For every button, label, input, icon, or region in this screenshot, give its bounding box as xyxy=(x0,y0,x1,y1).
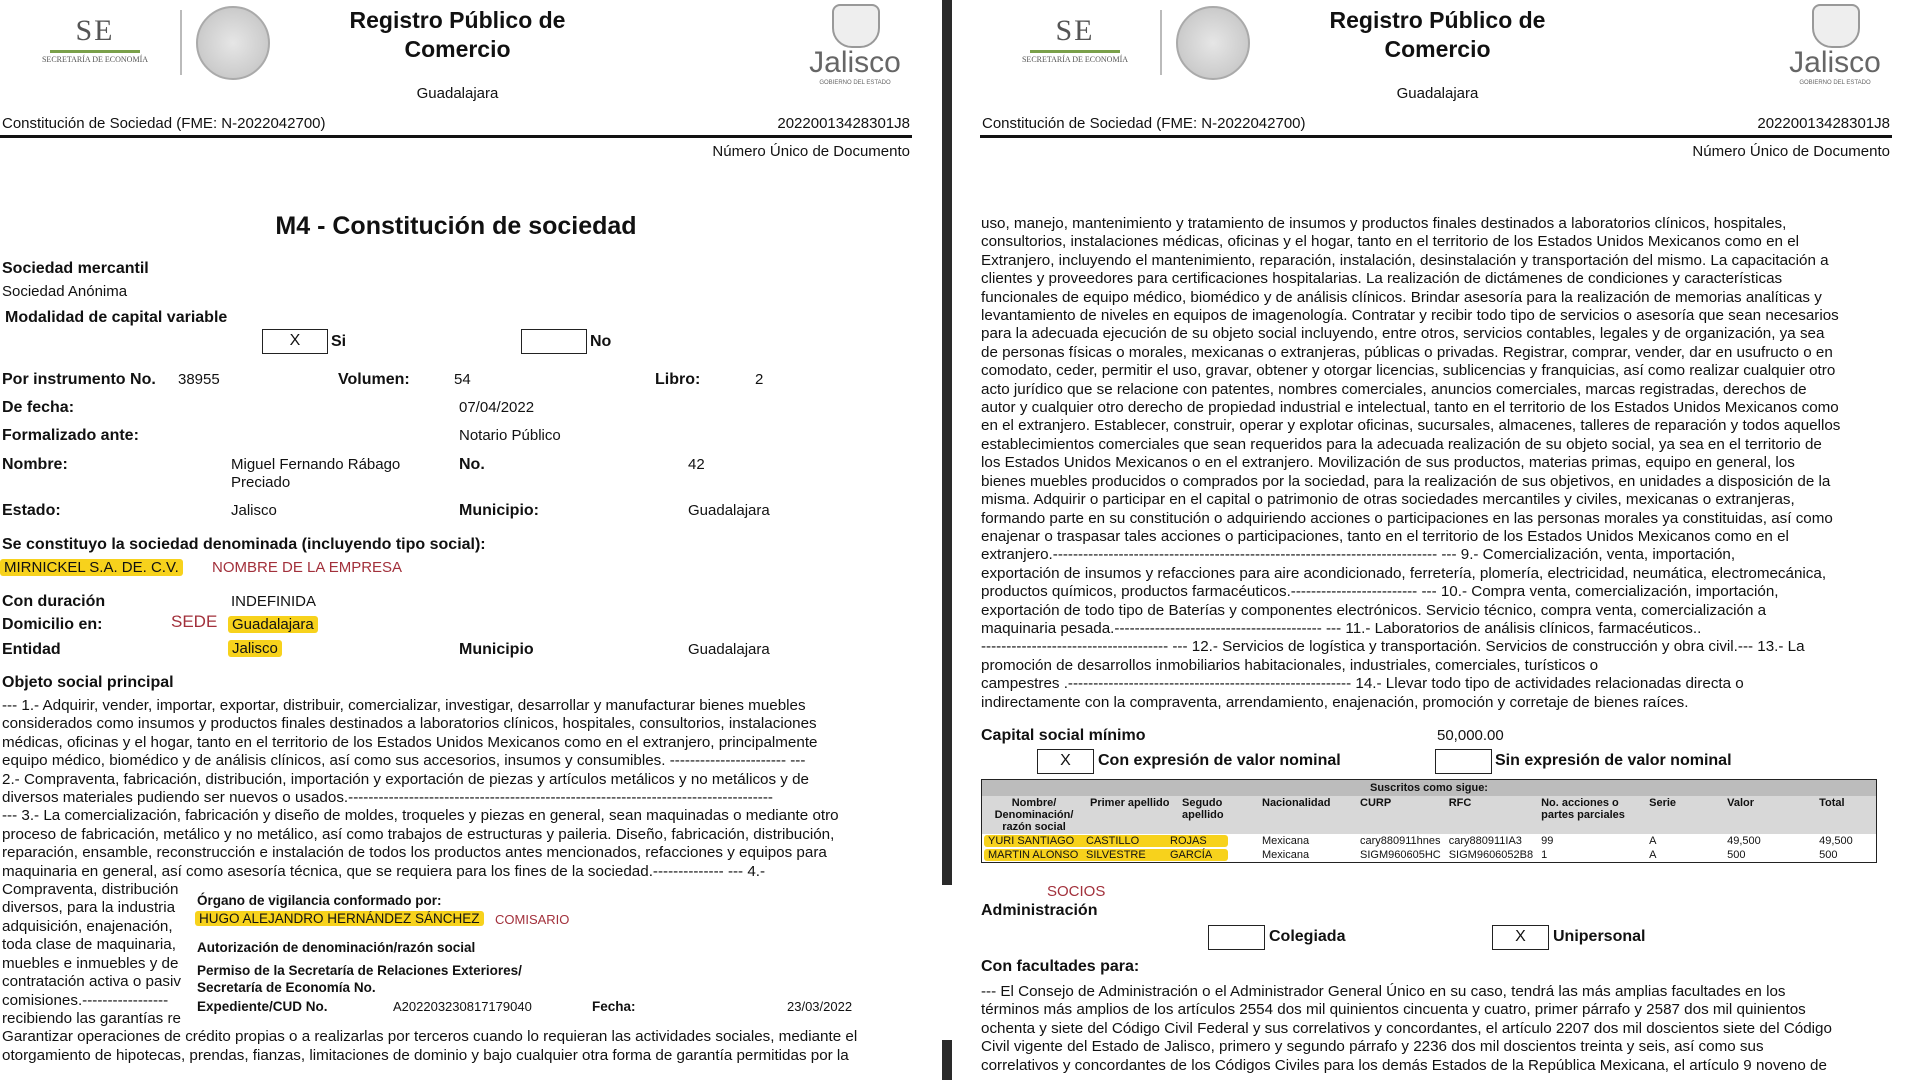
form-title: M4 - Constitución de sociedad xyxy=(275,212,637,240)
logo-separator xyxy=(180,10,182,75)
notario-no-value: 42 xyxy=(688,456,705,473)
socio-segundo-apellido: GARCÍA xyxy=(1170,849,1213,861)
doc-number-right: 20220013428301J8 xyxy=(1757,115,1890,132)
se-logo-right xyxy=(1020,14,1130,64)
comisario-note: COMISARIO xyxy=(495,912,570,927)
estado-label: Estado: xyxy=(2,502,61,519)
socio-total: 49,500 xyxy=(1819,835,1853,847)
capital-variable-si-checkbox[interactable]: X xyxy=(262,329,328,354)
sin-valor-nominal-label: Sin expresión de valor nominal xyxy=(1495,752,1732,769)
se-logo-stripe xyxy=(50,50,140,53)
duracion-label: Con duración xyxy=(2,593,106,610)
si-label: Si xyxy=(331,333,347,350)
socio-nombre: YURI SANTIAGO xyxy=(988,835,1075,847)
header-acciones: No. acciones o partes parciales xyxy=(1541,797,1625,821)
sociedad-tipo: Sociedad Anónima xyxy=(2,283,128,300)
logo-separator-right xyxy=(1160,10,1162,75)
registry-city-right: Guadalajara xyxy=(1396,85,1479,102)
autorizacion-label: Autorización de denominación/razón social xyxy=(197,940,476,955)
left-document-page xyxy=(0,0,940,1080)
municipio-label: Municipio: xyxy=(459,502,539,519)
header-valor: Valor xyxy=(1727,797,1755,809)
jalisco-logo-text: Jalisco xyxy=(809,46,901,79)
doc-number: 20220013428301J8 xyxy=(777,115,910,132)
entidad-highlight: Jalisco xyxy=(228,640,282,657)
doc-number-label-right: Número Único de Documento xyxy=(1692,143,1890,160)
sin-valor-nominal-checkbox[interactable] xyxy=(1435,749,1492,774)
jalisco-crest-icon xyxy=(832,4,880,48)
formalizado-value: Notario Público xyxy=(459,427,561,444)
socio-acciones: 99 xyxy=(1541,835,1554,847)
volumen-label: Volumen: xyxy=(338,371,410,388)
constitucion-line: Constitución de Sociedad (FME: N-2022042700) xyxy=(2,115,326,132)
domicilio-highlight: Guadalajara xyxy=(228,616,318,633)
empresa-note: NOMBRE DE LA EMPRESA xyxy=(212,559,403,576)
unipersonal-checkbox[interactable]: X xyxy=(1492,925,1549,950)
con-valor-nominal-label: Con expresión de valor nominal xyxy=(1098,752,1341,769)
se-logo xyxy=(40,14,150,64)
permiso-label-line1: Permiso de la Secretaría de Relaciones Exteriores/ xyxy=(197,963,522,978)
socios-note: SOCIOS xyxy=(1047,883,1106,900)
registry-title-right xyxy=(1280,6,1595,64)
expediente-label: Expediente/CUD No. xyxy=(197,999,328,1014)
socio-name-cell xyxy=(982,848,1258,862)
notario-name-line1: Miguel Fernando Rábago xyxy=(231,456,401,473)
socios-table xyxy=(982,796,1876,862)
se-logo-letters: SE xyxy=(75,14,115,47)
socio-primer-apellido: SILVESTRE xyxy=(1086,849,1146,861)
facultades-text: --- El Consejo de Administración o el Administrador General Único en su caso, tendrá las más amplias facultades en los términos más amplios de los artículos 2554 dos mil quinientos cincuenta y cuatro, primer párrafo y 2587 dos mil quinientos ochenta y siete del Código Civil Federal y sus correlativos y concordantes, el artículo 2207 dos mil doscientos siete del Código Civil vigente del Estado de Jalisco, primero y segundo párrafo y 2236 dos mil doscientos treinta y seis, así como sus correlativos y concordantes de los Códigos Civiles para los demás Estados de la República Mexicana, el artículo 9 noveno de xyxy=(981,983,1832,1074)
formalizado-label: Formalizado ante: xyxy=(2,427,139,444)
suscritos-table-box xyxy=(981,779,1877,863)
registry-title-line1: Registro Público de xyxy=(349,7,566,33)
notario-name xyxy=(231,456,400,492)
table-row xyxy=(982,834,1876,848)
objeto-text: --- 1.- Adquirir, vender, importar, exportar, distribuir, comercializar, investigar, desarrollar y manufacturar bienes muebles considerados como insumos y productos finales destinados a laboratorios clínicos, hospitales, consultorios, instalaciones médicas, oficinas y el hogar, tanto en el territorio de los Estados Unidos Mexicanos como en el extranjero, principalmente equipo médico, biomédico y de análisis clínicos, así como sus accesorios, insumos y consumibles. ----------------------- --- 2.- Compraventa, fabricación, distribución, importación y exportación de piezas y artículos metálicos y no metálicos y de diversos materiales pudiendo ser nuevos o usados.------------------------------------------------------------------------------------ --- 3.- La comercialización, fabricación y diseño de moldes, troqueles y piezas en general, sean maquinadas o mediante otro proceso de fabricación, metálico y no metálico, así como trabajos de estructuras y paileria. Diseño, fabricación, distribución, reparación, ensamble, reconstrucción e instalación de todos los productos antes mencionados, refacciones y equipos para maquinaria en general, así como asesoría técnica, que se requiera para los fines de la sociedad.-------------- --- 4.- Compraventa, distribución diversos, para la industria adquisición, enajenación, toda clase de maquinaria, muebles e inmuebles y de contratación activa o pasiv comisiones.----------------- recibiendo las garantías re Garantizar operaciones de crédito propias o a realizarlas por terceros cuando lo requieran las actividades sociales, mediante el otorgamiento de hipotecas, prendas, fianzas, limitaciones de dominio y bajo cualquier otra forma de garantía permitidas por la xyxy=(2,697,858,1064)
con-valor-nominal-checkbox[interactable]: X xyxy=(1037,749,1094,774)
empresa-highlight: MIRNICKEL S.A. DE. C.V. xyxy=(0,559,183,576)
constitucion-line-right: Constitución de Sociedad (FME: N-2022042700) xyxy=(982,115,1306,132)
socio-serie: A xyxy=(1649,835,1657,847)
mexico-seal-icon-right xyxy=(1176,6,1250,80)
socio-name-highlight xyxy=(984,849,1228,861)
colegiada-label: Colegiada xyxy=(1269,928,1346,945)
header-primer-apellido: Primer apellido xyxy=(1090,797,1170,809)
header-nacionalidad: Nacionalidad xyxy=(1262,797,1331,809)
instrumento-label: Por instrumento No. xyxy=(2,371,156,388)
capital-value: 50,000.00 xyxy=(1437,727,1504,744)
se-logo-stripe-right xyxy=(1030,50,1120,53)
entidad-label: Entidad xyxy=(2,641,61,658)
header-total: Total xyxy=(1819,797,1845,809)
fecha2-value: 23/03/2022 xyxy=(787,999,853,1014)
unipersonal-label: Unipersonal xyxy=(1553,928,1646,945)
libro-label: Libro: xyxy=(655,371,701,388)
jalisco-logo-right xyxy=(1780,46,1890,86)
socio-acciones: 1 xyxy=(1541,849,1548,861)
fecha2-label: Fecha: xyxy=(592,999,636,1014)
domicilio-label: Domicilio en: xyxy=(2,616,103,633)
header-rfc: RFC xyxy=(1448,797,1472,809)
socio-nacionalidad: Mexicana xyxy=(1262,849,1310,861)
permiso-label-line2: Secretaría de Economía No. xyxy=(197,980,376,995)
header-rule-right xyxy=(980,135,1892,138)
suscritos-title: Suscritos como sigue: xyxy=(982,780,1876,796)
no-label: No xyxy=(590,333,612,350)
comisario-name xyxy=(195,911,484,926)
socio-rfc: cary880911IA3 xyxy=(1448,835,1522,847)
duracion-value: INDEFINIDA xyxy=(231,593,317,610)
estado-value: Jalisco xyxy=(231,502,277,519)
capital-variable-no-checkbox[interactable] xyxy=(521,329,587,354)
notario-name-line2: Preciado xyxy=(231,474,291,491)
entidad-value xyxy=(228,640,282,657)
socio-serie: A xyxy=(1649,849,1657,861)
fecha-label: De fecha: xyxy=(2,399,75,416)
instrumento-value: 38955 xyxy=(178,371,220,388)
socio-total: 500 xyxy=(1819,849,1838,861)
volumen-value: 54 xyxy=(454,371,471,388)
empresa-name xyxy=(0,559,183,576)
administracion-label: Administración xyxy=(981,902,1098,919)
right-document-page xyxy=(980,0,1920,1080)
objeto-text-continued: uso, manejo, mantenimiento y tratamiento de insumos y productos finales destinados a laboratorios clínicos, hospitales, consultorios, instalaciones médicas, oficinas y el hogar, tanto en el territorio de los Estados Unidos Mexicanos como en el Extranjero, incluyendo el mantenimiento, reparación, instalación, desinstalación y transportación del mismo. La capacitación a clientes y proveedores para certificaciones hospitalarias. La realización de dictámenes de condiciones y características funcionales de equipo médico, biomédico y de análisis clínicos. Brindar asesoría para la realización de memorias analíticas y levantamiento de niveles en equipos de imagenología. Contratar y recibir todo tipo de servicios o asesoría que sean necesarios para la adecuada ejecución de su objeto social incluyendo, entre otros, servicios contables, legales y de organización, ya sea de personas físicas o morales, mexicanas o extranjeras, públicas o privadas. Registrar, comprar, vender, dar en usufructo o en comodato, ceder, permitir el uso, gravar, obtener y otorgar licencias, sublicencias y franquicias, así como realizar cualquier otro acto jurídico que se relacione con patentes, nombres comerciales, anuncios comerciales, marcas registradas, derechos de autor y cualquier otro derecho de propiedad industrial e intelectual, tanto en el territorio de los Estados Unidos Mexicanos como en el extranjero. Establecer, construir, operar y explotar oficinas, sucursales, almacenes, talleres de reparación y todos aquellos establecimientos comerciales que sean requeridos para la adecuada realización de su objeto social, ya sea en el territorio de los Estados Unidos Mexicanos o en el extranjero. Movilización de sus productos, materias primas, equipo en general, los bienes muebles producidos o comprados por la sociedad, para la realización de sus objetivos, en unidades a disposición de la misma. Adquirir o participar en el capital o patrimonio de otras sociedades mercantiles y civiles, mexicanas o extranjeras, formando parte en su constitución o adquiriendo acciones o participaciones en las personas morales ya constituidas, así como enajenar o traspasar tales acciones o participaciones, tanto en el territorio de los Estados Unidos Mexicanos como en el extranjero.---------------------------------------------------------------------------- --- 9.- Comercialización, venta, importación, exportación de insumos y refacciones para aire acondicionado, ferretería, plomería, electricidad, neumática, electromecánica, productos químicos, productos farmacéuticos.------------------------- --- 10.- Compra venta, comercialización, importación, exportación de todo tipo de Baterías y componentes electrónicos. Servicio técnico, compra venta, comercialización a maquinaria pesada.----------------------------------------- --- 11.- Laboratorios de análisis clínicos, farmacéuticos.. ------------------------------------- --- 12.- Servicios de logística y transportación. Servicios de construcción y obra civil.--- 13.- La promoción de desarrollos inmobiliarios habitacionales, industriales, comerciales, turísticos o campestres .-------------------------------------------------------- 14.- Llevar todo tipo de actividades relacionadas directa o indirectamente con la compraventa, arrendamiento, enajenación, promoción y corretaje de bienes raíces. xyxy=(981,215,1841,711)
se-logo-caption: SECRETARÍA DE ECONOMÍA xyxy=(41,55,149,64)
page-divider xyxy=(942,0,952,885)
socios-header-row xyxy=(982,796,1876,834)
socio-name-highlight xyxy=(984,835,1228,847)
page-divider-bottom xyxy=(942,1040,952,1080)
notario-no-label: No. xyxy=(459,456,485,473)
sociedad-mercantil-label: Sociedad mercantil xyxy=(2,260,149,277)
registry-title-line2: Comercio xyxy=(404,36,511,62)
registry-city: Guadalajara xyxy=(416,85,499,102)
header-segundo-apellido: Segudo apellido xyxy=(1182,797,1224,821)
socio-valor: 500 xyxy=(1727,849,1746,861)
jalisco-logo-caption: GOBIERNO DEL ESTADO xyxy=(819,80,891,86)
se-logo-letters-right: SE xyxy=(1055,14,1095,47)
header-nombre: Nombre/ Denominación/ razón social xyxy=(994,797,1074,833)
socio-name-cell xyxy=(982,834,1258,848)
municipio2-label: Municipio xyxy=(459,641,534,658)
registry-title-line2-right: Comercio xyxy=(1384,36,1491,62)
fecha-value: 07/04/2022 xyxy=(459,399,535,416)
facultades-label: Con facultades para: xyxy=(981,958,1140,975)
objeto-label: Objeto social principal xyxy=(2,674,174,691)
registry-title-line1-right: Registro Público de xyxy=(1329,7,1546,33)
socio-segundo-apellido: ROJAS xyxy=(1170,835,1207,847)
domicilio-value xyxy=(228,616,318,633)
header-rule xyxy=(0,135,912,138)
libro-value: 2 xyxy=(755,371,764,388)
se-logo-caption-right: SECRETARÍA DE ECONOMÍA xyxy=(1021,55,1129,64)
jalisco-crest-icon-right xyxy=(1812,4,1860,48)
permiso-label xyxy=(197,962,522,996)
socio-nombre: MARTIN ALONSO xyxy=(988,849,1079,861)
registry-title xyxy=(300,6,615,64)
colegiada-checkbox[interactable] xyxy=(1208,925,1265,950)
socio-curp: cary880911hnes xyxy=(1360,835,1441,847)
header-serie: Serie xyxy=(1649,797,1677,809)
jalisco-logo-text-right: Jalisco xyxy=(1789,46,1881,79)
municipio-value: Guadalajara xyxy=(688,502,770,519)
vigilancia-label: Órgano de vigilancia conformado por: xyxy=(197,893,442,908)
jalisco-logo xyxy=(800,46,910,86)
socio-primer-apellido: CASTILLO xyxy=(1086,835,1140,847)
expediente-value: A202203230817179040 xyxy=(393,999,532,1014)
socio-curp: SIGM960605HC xyxy=(1360,849,1441,861)
denominada-label: Se constituyo la sociedad denominada (incluyendo tipo social): xyxy=(2,536,486,553)
sede-note: SEDE xyxy=(171,612,218,631)
capital-variable-label: Modalidad de capital variable xyxy=(5,309,228,326)
socio-nacionalidad: Mexicana xyxy=(1262,835,1310,847)
vigilancia-overlay xyxy=(190,885,910,1020)
table-row xyxy=(982,848,1876,862)
capital-label: Capital social mínimo xyxy=(981,727,1146,744)
mexico-seal-icon xyxy=(196,6,270,80)
municipio2-value: Guadalajara xyxy=(688,641,770,658)
nombre-label: Nombre: xyxy=(2,456,68,473)
doc-number-label: Número Único de Documento xyxy=(712,143,910,160)
comisario-highlight: HUGO ALEJANDRO HERNÁNDEZ SÁNCHEZ xyxy=(195,911,484,926)
socio-rfc: SIGM9606052B8 xyxy=(1448,849,1534,861)
jalisco-logo-caption-right: GOBIERNO DEL ESTADO xyxy=(1799,80,1871,86)
socio-valor: 49,500 xyxy=(1727,835,1761,847)
header-curp: CURP xyxy=(1360,797,1392,809)
